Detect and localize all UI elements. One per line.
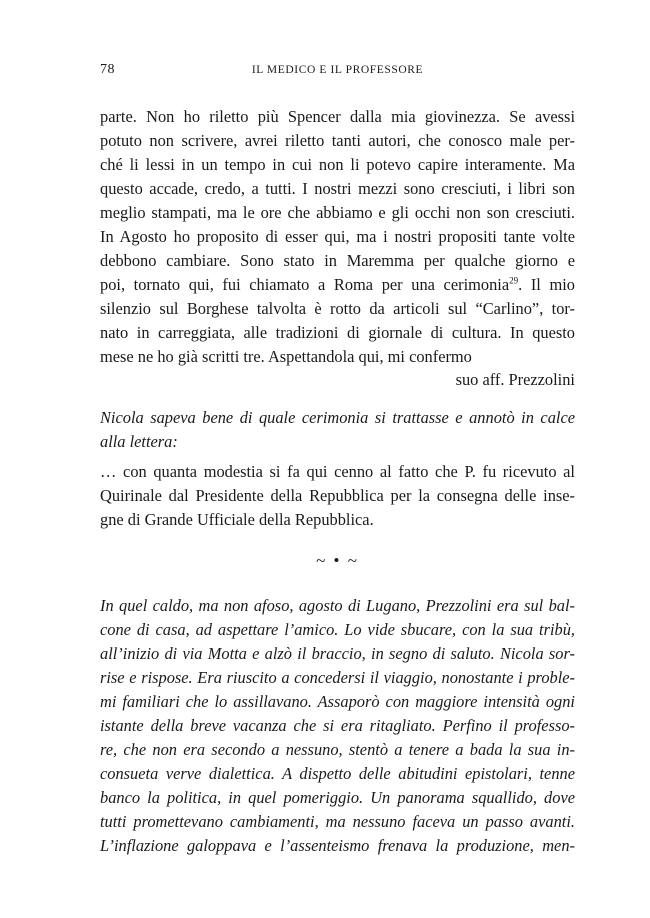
- narrative-line: L’inflazione galoppava e l’assenteismo frenava la produzione, men-: [100, 836, 575, 855]
- narrative-line: re, che non era secondo a nessuno, stentò a tenere a bada la sua in-: [100, 740, 575, 759]
- note-intro-line: Nicola sapeva bene di quale cerimonia si trattasse e annotò in calce: [100, 408, 575, 427]
- letter-line: debbono cambiare. Sono stato in Maremma per qualche giorno e: [100, 251, 575, 270]
- running-head: IL MEDICO E IL PROFESSORE: [251, 64, 424, 76]
- letter-line: parte. Non ho riletto più Spencer dalla mia giovinezza. Se avessi: [100, 107, 575, 126]
- narrative-line: consueta verve dialettica. A dispetto delle abitudini epistolari, tenne: [100, 764, 575, 783]
- narrative-line: In quel caldo, ma non afoso, agosto di Lugano, Prezzolini era sul bal-: [100, 596, 575, 615]
- letter-line: silenzio sul Borghese talvolta è rotto da articoli sul “Carlino”, tor-: [100, 299, 575, 318]
- annotation-line: gne di Grande Ufficiale della Repubblica.: [100, 510, 374, 529]
- annotation-line: … con quanta modestia si fa qui cenno al fatto che P. fu ricevuto al: [100, 462, 575, 481]
- page-header: [100, 62, 575, 82]
- narrative-line: banco la politica, in quel pomeriggio. Un panorama squallido, dove: [100, 788, 575, 807]
- note-intro-line: alla lettera:: [100, 432, 178, 451]
- section-ornament: ~ • ~: [316, 551, 359, 570]
- letter-line: questo accade, credo, a tutti. I nostri mezzi sono cresciuti, i libri son: [100, 179, 575, 198]
- letter-line: nato in carreggiata, alle tradizioni di giornale di cultura. In questo: [100, 323, 575, 342]
- narrative-line: tutti promettevano cambiamenti, ma nessuno faceva un passo avanti.: [100, 812, 575, 831]
- letter-line-end: . Il mio: [518, 275, 575, 294]
- letter-line-text: poi, tornato qui, fui chiamato a Roma per una cerimonia: [100, 275, 510, 294]
- letter-line: meglio stampati, ma le ore che abbiamo e gli occhi non son cresciuti.: [100, 203, 575, 222]
- letter-line: [100, 273, 575, 297]
- narrative-line: istante della breve vacanza che si era ritagliato. Perfino il professo-: [100, 716, 575, 735]
- letter-line: potuto non scrivere, avrei riletto tanti autori, che conosco male per-: [100, 131, 575, 150]
- narrative-line: all’inizio di via Motta e alzò il braccio, in segno di saluto. Nicola sor-: [100, 644, 575, 663]
- letter-signature: suo aff. Prezzolini: [455, 370, 575, 389]
- annotation-line: Quirinale dal Presidente della Repubblica per la consegna delle inse-: [100, 486, 575, 505]
- narrative-line: cone di casa, ad aspettare l’amico. Lo vide sbucare, con la sua tribù,: [100, 620, 575, 639]
- narrative-line: rise e rispose. Era riuscito a concedersi il viaggio, nonostante i proble-: [100, 668, 575, 687]
- letter-line: In Agosto ho proposito di esser qui, ma i nostri propositi tante volte: [100, 227, 575, 246]
- letter-line: mese ne ho già scritti tre. Aspettandola qui, mi confermo: [100, 347, 472, 366]
- footnote-marker: 29: [509, 275, 519, 286]
- page-number: 78: [100, 62, 115, 77]
- narrative-line: mi familiari che lo assillavano. Assaporò con maggiore intensità ogni: [100, 692, 575, 711]
- letter-line: ché li lessi in un tempo in cui non li potevo capire interamente. Ma: [100, 155, 575, 174]
